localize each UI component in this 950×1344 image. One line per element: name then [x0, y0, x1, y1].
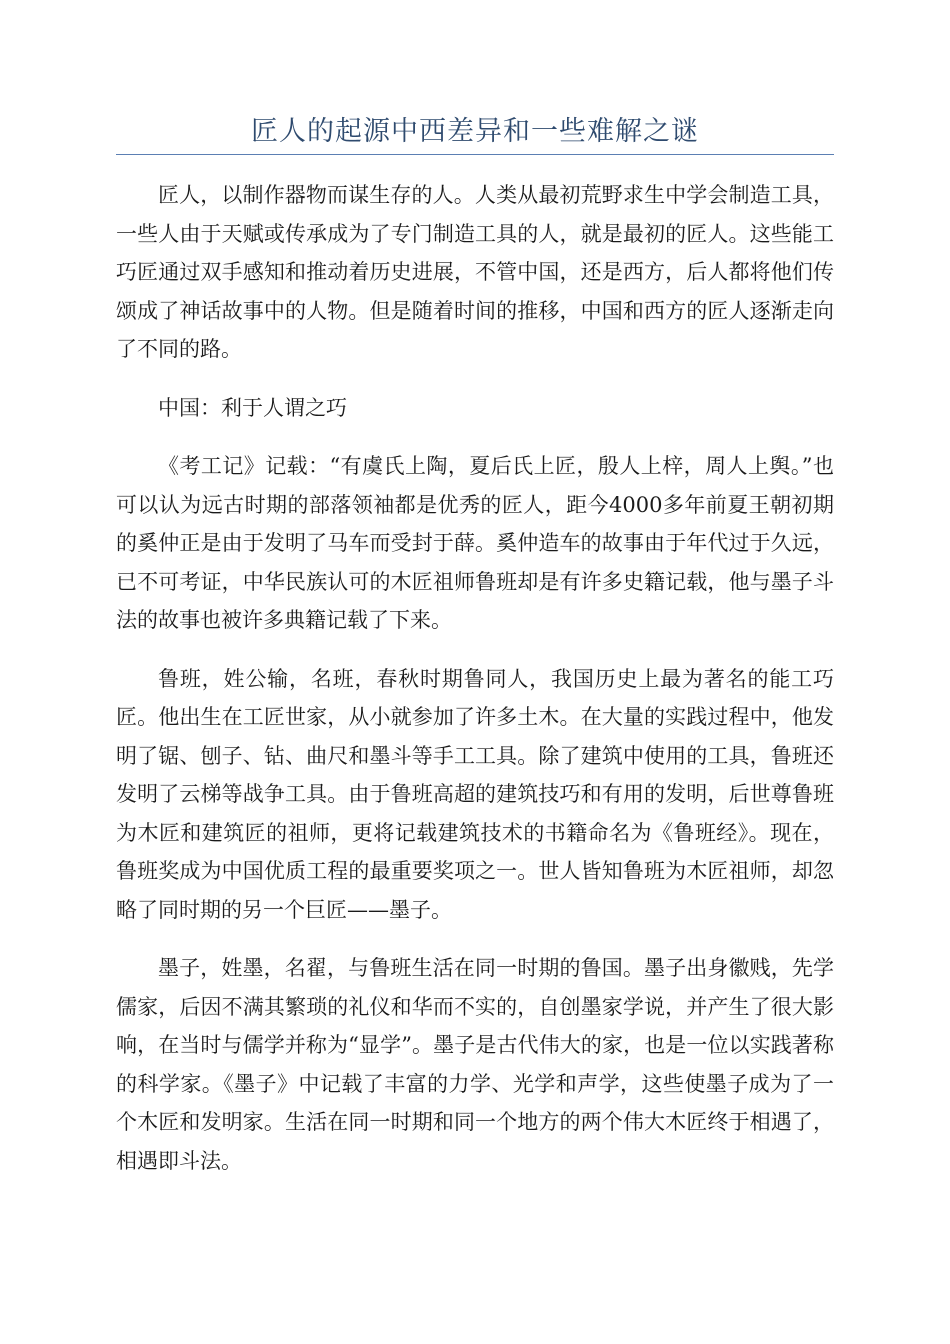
- paragraph-section-heading: 中国：利于人谓之巧: [158, 395, 347, 420]
- paragraph-intro: 匠人，以制作器物而谋生存的人。人类从最初荒野求生中学会制造工具，一些人由于天赋或传承成为了专门制造工具的人，就是最初的匠人。这些能工巧匠通过双手感知和推动着历史进展，不管中国，还是西方，后人都将他们传颂成了神话故事中的人物。但是随着时间的推移，中国和西方的匠人逐渐走向了不同的路。: [116, 183, 834, 361]
- paragraph-kaogongji: 《考工记》记载：“有虞氏上陶，夏后氏上匠，殷人上梓，周人上舆。”也可以认为远古时期的部落领袖都是优秀的匠人，距今4000多年前夏王朝初期的奚仲正是由于发明了马车而受封于薛。奚仲造车的故事由于年代过于久远，已不可考证，中华民族认可的木匠祖师鲁班却是有许多史籍记载，他与墨子斗法的故事也被许多典籍记载了下来。: [116, 454, 834, 632]
- paragraph-mozi: 墨子，姓墨，名翟，与鲁班生活在同一时期的鲁国。墨子出身徽贱，先学儒家，后因不满其繁琐的礼仪和华而不实的，自创墨家学说，并产生了很大影响，在当时与儒学并称为“显学”。墨子是古代伟大的家，也是一位以实践著称的科学家。《墨子》中记载了丰富的力学、光学和声学，这些使墨子成为了一个木匠和发明家。生活在同一时期和同一个地方的两个伟大木匠终于相遇了，相遇即斗法。: [116, 956, 834, 1173]
- title-underline: [116, 154, 834, 155]
- document-body: [116, 176, 834, 1200]
- paragraph-luban: 鲁班，姓公输，名班，春秋时期鲁同人，我国历史上最为著名的能工巧匠。他出生在工匠世家，从小就参加了许多土木。在大量的实践过程中，他发明了锯、刨子、钻、曲尺和墨斗等手工工具。除了建筑中使用的工具，鲁班还发明了云梯等战争工具。由于鲁班高超的建筑技巧和有用的发明，后世尊鲁班为木匠和建筑匠的祖师，更将记载建筑技术的书籍命名为《鲁班经》。现在，鲁班奖成为中国优质工程的最重要奖项之一。世人皆知鲁班为木匠祖师，却忽略了同时期的另一个巨匠——墨子。: [116, 666, 834, 922]
- document-title: 匠人的起源中西差异和一些难解之谜: [251, 116, 699, 147]
